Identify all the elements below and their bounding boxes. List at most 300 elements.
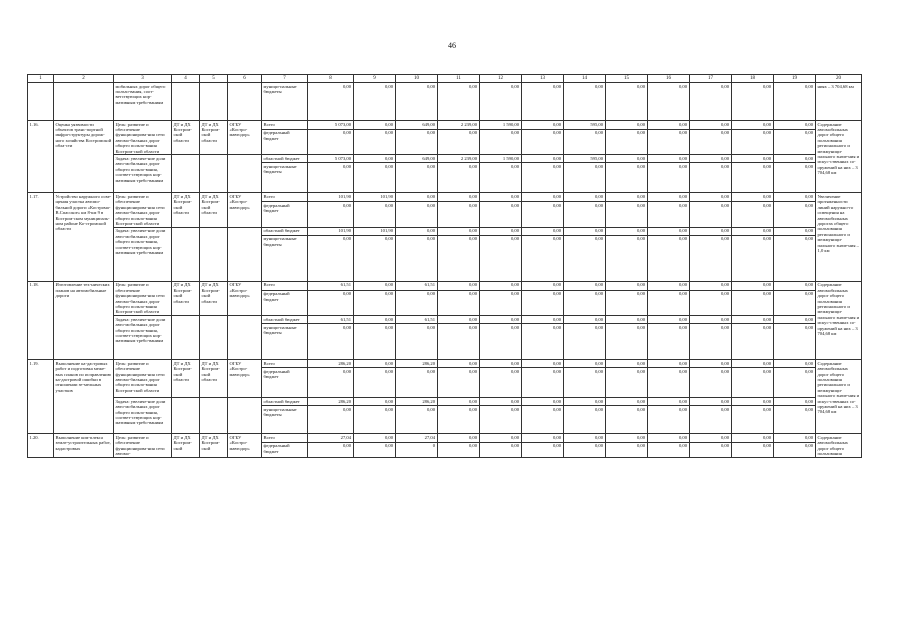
- column-header: 5: [200, 75, 228, 83]
- amount-cell: 0,00: [606, 442, 648, 457]
- amount-cell: 649,00: [396, 155, 438, 163]
- continuation-row: [28, 83, 862, 121]
- program-item-row: [28, 121, 862, 130]
- column-header: 14: [564, 75, 606, 83]
- amount-cell: 0,00: [690, 406, 732, 434]
- funding-source-cell: областной бюджет: [262, 227, 308, 235]
- goal-cell: Цель: развитие и обеспечение функционирова-ния сети автомо-бильных дорог общего пользо-вания Костром-ской области: [114, 360, 172, 398]
- column-header: 18: [732, 75, 774, 83]
- amount-cell: 0,00: [522, 193, 564, 202]
- amount-cell: 0,00: [690, 121, 732, 130]
- executor-cell: ДТ и ДХ Костром-ской области: [172, 193, 200, 227]
- amount-cell: 0,00: [690, 202, 732, 228]
- program-table: [27, 74, 862, 458]
- amount-cell: 0,00: [774, 281, 816, 290]
- task-cell: Задача: увеличе-ние доли авто-мобильных дорог общего пользо-вания, соответ-ствующих нор-мативным требо-ваниям: [114, 316, 172, 360]
- amount-cell: 0,00: [438, 406, 480, 434]
- amount-cell: 0,00: [564, 193, 606, 202]
- amount-cell: 0,00: [732, 360, 774, 368]
- task-cell: Задача: увеличе-ние доли авто-мобильных дорог общего пользо-вания, соответ-ствующих нор-мативным требо-ваниям: [114, 155, 172, 193]
- amount-cell: 0,00: [690, 193, 732, 202]
- column-header: 13: [522, 75, 564, 83]
- funding-source-cell: федеральный бюджет: [262, 129, 308, 155]
- funding-source-cell: Всего: [262, 121, 308, 130]
- amount-cell: 0,00: [522, 129, 564, 155]
- executor-cell: ДТ и ДХ Костром-ской области: [200, 360, 228, 398]
- amount-cell: 0,00: [606, 129, 648, 155]
- amount-cell: 0,00: [354, 129, 396, 155]
- amount-cell: 0,00: [522, 368, 564, 398]
- amount-cell: 5 073,00: [308, 121, 354, 130]
- amount-cell: 0,00: [354, 290, 396, 316]
- executor-cell: [200, 398, 228, 434]
- funding-source-cell: областной бюджет: [262, 316, 308, 324]
- amount-cell: 0,00: [354, 235, 396, 281]
- goal-cell: Цель: развитие и обеспечение функционирова-ния сети автомо-бильных дорог общего пользо-вания Костром-ской области: [114, 281, 172, 315]
- amount-cell: 0,00: [606, 155, 648, 163]
- amount-cell: 0,00: [480, 227, 522, 235]
- funding-source-cell: муници-пальные бюджеты: [262, 406, 308, 434]
- funding-source-cell: Всего: [262, 281, 308, 290]
- amount-cell: 0,00: [690, 290, 732, 316]
- amount-cell: 0,00: [522, 281, 564, 290]
- amount-cell: 0,00: [774, 202, 816, 228]
- amount-cell: 0,00: [648, 163, 690, 193]
- column-header: 6: [228, 75, 262, 83]
- amount-cell: 0,00: [690, 368, 732, 398]
- amount-cell: 0,00: [774, 129, 816, 155]
- goal-cell: Цель: развитие и обеспечение функционирова-ния сети автомо-: [114, 434, 172, 458]
- funding-source-cell: муници-пальные бюджеты: [262, 163, 308, 193]
- amount-cell: 0,00: [438, 398, 480, 406]
- amount-cell: 0,00: [438, 129, 480, 155]
- amount-cell: 0,00: [308, 442, 354, 457]
- amount-cell: 0,00: [648, 155, 690, 163]
- item-number-cell: 1.17.: [28, 193, 54, 281]
- amount-cell: 0,00: [564, 202, 606, 228]
- amount-cell: 0,00: [732, 193, 774, 202]
- amount-cell: 0,00: [522, 163, 564, 193]
- page-number: 46: [448, 41, 456, 50]
- amount-cell: 0,00: [564, 368, 606, 398]
- column-header: 12: [480, 75, 522, 83]
- item-number-cell: 1.16.: [28, 121, 54, 193]
- amount-cell: 0,00: [774, 398, 816, 406]
- amount-cell: 0,00: [480, 360, 522, 368]
- amount-cell: 286,20: [308, 360, 354, 368]
- amount-cell: 1 590,00: [480, 121, 522, 130]
- amount-cell: 0,00: [606, 360, 648, 368]
- column-header: 17: [690, 75, 732, 83]
- amount-cell: 0,00: [480, 398, 522, 406]
- amount-cell: 0,00: [354, 202, 396, 228]
- amount-cell: 0,00: [732, 163, 774, 193]
- amount-cell: 0,00: [308, 235, 354, 281]
- amount-cell: 286,20: [396, 360, 438, 368]
- amount-cell: 0,00: [774, 290, 816, 316]
- amount-cell: 0,00: [564, 235, 606, 281]
- amount-cell: 0,00: [396, 235, 438, 281]
- item-name-cell: [54, 83, 114, 121]
- amount-cell: 0,00: [396, 193, 438, 202]
- amount-cell: 0,00: [606, 202, 648, 228]
- funding-source-cell: областной бюджет: [262, 155, 308, 163]
- executor-cell: [172, 83, 200, 121]
- column-header: 3: [114, 75, 172, 83]
- amount-cell: 286,20: [308, 398, 354, 406]
- executor-cell: ДТ и ДХ Костром-ской области: [172, 360, 200, 398]
- column-header: 2: [54, 75, 114, 83]
- amount-cell: 0,00: [690, 316, 732, 324]
- executor-cell: ДТ и ДХ Костром-ской: [200, 434, 228, 458]
- task-cell: Задача: увеличе-ние доли авто-мобильных дорог общего пользо-вания, соответ-ствующих нор-мативным требо-ваниям: [114, 227, 172, 281]
- amount-cell: 0,00: [438, 434, 480, 443]
- amount-cell: 61,51: [396, 281, 438, 290]
- amount-cell: 0,00: [606, 121, 648, 130]
- amount-cell: 0,00: [648, 281, 690, 290]
- goal-cell: Цель: развитие и обеспечение функционирова-ния сети автомо-бильных дорог общего пользо-вания Костром-ской области: [114, 121, 172, 155]
- executor-cell: [228, 155, 262, 193]
- amount-cell: 0,00: [480, 83, 522, 121]
- amount-cell: 0,00: [774, 324, 816, 360]
- funding-row: [28, 227, 862, 235]
- amount-cell: 0,00: [438, 290, 480, 316]
- amount-cell: 0,00: [564, 316, 606, 324]
- amount-cell: 0,00: [354, 360, 396, 368]
- amount-cell: 0,00: [690, 281, 732, 290]
- result-cell: Содержание автомобильных дорог общего пользования: [816, 434, 862, 458]
- amount-cell: 0,00: [522, 324, 564, 360]
- amount-cell: 101,90: [354, 227, 396, 235]
- amount-cell: 0,00: [308, 129, 354, 155]
- amount-cell: 0,00: [774, 227, 816, 235]
- amount-cell: 0,00: [690, 360, 732, 368]
- executor-cell: [200, 316, 228, 360]
- amount-cell: 0,00: [648, 235, 690, 281]
- amount-cell: 0,00: [396, 202, 438, 228]
- amount-cell: 0,00: [690, 442, 732, 457]
- amount-cell: 0,00: [396, 324, 438, 360]
- funding-row: [28, 155, 862, 163]
- amount-cell: 0,00: [606, 368, 648, 398]
- executor-cell: [172, 155, 200, 193]
- amount-cell: 0,00: [480, 193, 522, 202]
- amount-cell: 61,51: [308, 316, 354, 324]
- amount-cell: 2 239,00: [438, 155, 480, 163]
- amount-cell: 0,00: [690, 129, 732, 155]
- executor-cell: ОГБУ «Костро-мавтодор»: [228, 193, 262, 227]
- program-item-row: [28, 193, 862, 202]
- amount-cell: 0,00: [774, 163, 816, 193]
- amount-cell: 0,00: [522, 316, 564, 324]
- executor-cell: [172, 316, 200, 360]
- amount-cell: 0,00: [606, 227, 648, 235]
- amount-cell: 0,00: [690, 398, 732, 406]
- funding-source-cell: областной бюджет: [262, 398, 308, 406]
- amount-cell: 0,00: [438, 202, 480, 228]
- amount-cell: 0,00: [480, 129, 522, 155]
- item-number-cell: 1.19.: [28, 360, 54, 434]
- amount-cell: 0,00: [732, 83, 774, 121]
- amount-cell: 0,00: [438, 324, 480, 360]
- amount-cell: 0,00: [732, 290, 774, 316]
- amount-cell: 0,00: [648, 193, 690, 202]
- result-cell: Содержание автомобильных дорог общего пользования регионального и межмуници-пального значе-ния и искус-ственных со-оружений на них – 3 704,68 км: [816, 281, 862, 359]
- amount-cell: 0,00: [522, 155, 564, 163]
- executor-cell: ДТ и ДХ Костром-ской области: [200, 281, 228, 315]
- amount-cell: 0,00: [564, 406, 606, 434]
- amount-cell: 0,00: [690, 434, 732, 443]
- executor-cell: ДТ и ДХ Костром-ской области: [172, 281, 200, 315]
- amount-cell: 0,00: [480, 316, 522, 324]
- amount-cell: 0,00: [732, 434, 774, 443]
- amount-cell: 0,00: [480, 235, 522, 281]
- amount-cell: 61,51: [308, 281, 354, 290]
- amount-cell: 0,00: [522, 235, 564, 281]
- amount-cell: 0,00: [606, 281, 648, 290]
- executor-cell: ДТ и ДХ Костром-ской области: [172, 121, 200, 155]
- amount-cell: 0,00: [774, 442, 816, 457]
- amount-cell: 101,90: [354, 193, 396, 202]
- funding-row: [28, 316, 862, 324]
- item-name-cell: Оценка уязвимости объектов транс-портной инфра-структуры дорож-ного хозяйства Костромской обла-сти: [54, 121, 114, 193]
- amount-cell: 0,00: [606, 316, 648, 324]
- amount-cell: 0,00: [480, 324, 522, 360]
- amount-cell: 0,00: [690, 83, 732, 121]
- amount-cell: 0,00: [308, 406, 354, 434]
- amount-cell: 0,00: [648, 398, 690, 406]
- amount-cell: 0,00: [438, 316, 480, 324]
- amount-cell: 0,00: [438, 193, 480, 202]
- amount-cell: 0,00: [438, 235, 480, 281]
- funding-source-cell: Всего: [262, 360, 308, 368]
- amount-cell: 0,00: [522, 434, 564, 443]
- amount-cell: 0,00: [354, 434, 396, 443]
- amount-cell: 1 590,00: [480, 155, 522, 163]
- amount-cell: 0,00: [564, 360, 606, 368]
- amount-cell: 0,00: [396, 368, 438, 398]
- amount-cell: 0,00: [522, 121, 564, 130]
- amount-cell: 2 239,00: [438, 121, 480, 130]
- amount-cell: 0,00: [774, 193, 816, 202]
- executor-cell: [200, 155, 228, 193]
- amount-cell: 0,00: [732, 235, 774, 281]
- amount-cell: 0,00: [732, 368, 774, 398]
- column-number-row: [28, 75, 862, 83]
- amount-cell: 0,00: [690, 324, 732, 360]
- amount-cell: 0,00: [606, 290, 648, 316]
- amount-cell: 0,00: [690, 163, 732, 193]
- amount-cell: 0,00: [396, 406, 438, 434]
- executor-cell: [200, 227, 228, 281]
- amount-cell: 0: [396, 442, 438, 457]
- amount-cell: 0,00: [396, 290, 438, 316]
- amount-cell: 0,00: [564, 129, 606, 155]
- funding-source-cell: федеральный бюджет: [262, 442, 308, 457]
- amount-cell: 0,00: [354, 155, 396, 163]
- amount-cell: 0,00: [308, 163, 354, 193]
- goal-cell: Цель: развитие и обеспечение функционирова-ния сети автомо-бильных дорог общего пользо-вания Костром-ской области: [114, 193, 172, 227]
- amount-cell: 0,00: [438, 83, 480, 121]
- result-cell: Содержание автомобильных дорог общего пользования регионального и межмуници-пального значе-ния и искус-ственных со-оружений на них – 3 704,68 км: [816, 360, 862, 434]
- amount-cell: 5 073,00: [308, 155, 354, 163]
- result-cell: Увеличение протяженности линий наружно-го освещения на автомобильных дорогах общего пользования регионального и межмуници-пального значе-ния – 1,0 км: [816, 193, 862, 281]
- amount-cell: 0,00: [438, 360, 480, 368]
- amount-cell: 0,00: [648, 83, 690, 121]
- funding-source-cell: муници-пальные бюджеты: [262, 83, 308, 121]
- amount-cell: 0,00: [774, 121, 816, 130]
- amount-cell: 0,00: [354, 406, 396, 434]
- executor-cell: [228, 83, 262, 121]
- amount-cell: 27,04: [308, 434, 354, 443]
- amount-cell: 0,00: [732, 406, 774, 434]
- funding-source-cell: Всего: [262, 193, 308, 202]
- amount-cell: 0,00: [354, 163, 396, 193]
- amount-cell: 0,00: [648, 368, 690, 398]
- item-number-cell: 1.18.: [28, 281, 54, 359]
- column-header: 7: [262, 75, 308, 83]
- amount-cell: 0,00: [606, 193, 648, 202]
- amount-cell: 0,00: [354, 316, 396, 324]
- amount-cell: 0,00: [732, 316, 774, 324]
- task-cell: Задача: увеличе-ние доли авто-мобильных дорог общего пользо-вания, соответ-ствующих нор-мативным требо-ваниям: [114, 398, 172, 434]
- column-header: 19: [774, 75, 816, 83]
- amount-cell: 0,00: [354, 83, 396, 121]
- amount-cell: 0,00: [564, 398, 606, 406]
- amount-cell: 0,00: [308, 202, 354, 228]
- amount-cell: 0,00: [354, 281, 396, 290]
- funding-row: [28, 398, 862, 406]
- amount-cell: 0,00: [732, 398, 774, 406]
- amount-cell: 0,00: [522, 202, 564, 228]
- amount-cell: 0,00: [522, 227, 564, 235]
- amount-cell: 0,00: [774, 316, 816, 324]
- amount-cell: 0,00: [606, 398, 648, 406]
- amount-cell: 0,00: [396, 129, 438, 155]
- program-item-row: [28, 281, 862, 290]
- amount-cell: 0,00: [564, 163, 606, 193]
- column-header: 20: [816, 75, 862, 83]
- funding-source-cell: федеральный бюджет: [262, 290, 308, 316]
- funding-source-cell: федеральный бюджет: [262, 368, 308, 398]
- amount-cell: 0,00: [648, 316, 690, 324]
- amount-cell: 0,00: [522, 290, 564, 316]
- amount-cell: 0,00: [396, 227, 438, 235]
- executor-cell: [200, 83, 228, 121]
- executor-cell: ОГБУ «Костро-мавтодор»: [228, 281, 262, 315]
- amount-cell: 0,00: [438, 281, 480, 290]
- amount-cell: 101,90: [308, 227, 354, 235]
- amount-cell: 0,00: [732, 442, 774, 457]
- amount-cell: 0,00: [732, 324, 774, 360]
- column-header: 4: [172, 75, 200, 83]
- executor-cell: ДТ и ДХ Костром-ской: [172, 434, 200, 458]
- result-cell: ниях – 3 704,68 км: [816, 83, 862, 121]
- item-name-cell: Устройство наружного осве-щения участка автомо-бильной дороги «Кострома-В.Спасское» км 8-км 9 в Костром-ском муниципаль-ном районе Ко-стромской области: [54, 193, 114, 281]
- amount-cell: 0,00: [732, 129, 774, 155]
- column-header: 11: [438, 75, 480, 83]
- amount-cell: 0,00: [606, 83, 648, 121]
- amount-cell: 0,00: [648, 442, 690, 457]
- amount-cell: 0,00: [774, 406, 816, 434]
- executor-cell: [228, 227, 262, 281]
- amount-cell: 0,00: [606, 434, 648, 443]
- amount-cell: 0,00: [774, 83, 816, 121]
- amount-cell: 0,00: [480, 406, 522, 434]
- amount-cell: 0,00: [774, 235, 816, 281]
- amount-cell: 0,00: [308, 83, 354, 121]
- program-item-row: [28, 434, 862, 443]
- column-header: 9: [354, 75, 396, 83]
- executor-cell: ДТ и ДХ Костром-ской области: [200, 193, 228, 227]
- amount-cell: 0,00: [480, 163, 522, 193]
- amount-cell: 0,00: [354, 442, 396, 457]
- amount-cell: 0,00: [522, 442, 564, 457]
- amount-cell: 0,00: [648, 360, 690, 368]
- executor-cell: [172, 227, 200, 281]
- executor-cell: [228, 316, 262, 360]
- amount-cell: 0,00: [396, 83, 438, 121]
- amount-cell: 0,00: [564, 227, 606, 235]
- item-number-cell: 1.20.: [28, 434, 54, 458]
- goal-cell: мобильных дорог общего пользо-вания, соот-ветствующих нор-мативным требо-ваниям: [114, 83, 172, 121]
- item-name-cell: Выполнение ком-плекса земле-устроительных работ, кадастровых: [54, 434, 114, 458]
- amount-cell: 0,00: [522, 83, 564, 121]
- funding-source-cell: муници-пальные бюджеты: [262, 235, 308, 281]
- amount-cell: 0,00: [564, 83, 606, 121]
- amount-cell: 0,00: [774, 368, 816, 398]
- amount-cell: 0,00: [564, 324, 606, 360]
- amount-cell: 61,51: [396, 316, 438, 324]
- amount-cell: 0,00: [438, 163, 480, 193]
- amount-cell: 0,00: [438, 442, 480, 457]
- amount-cell: 595,00: [564, 121, 606, 130]
- column-header: 1: [28, 75, 54, 83]
- amount-cell: 101,90: [308, 193, 354, 202]
- amount-cell: 0,00: [606, 324, 648, 360]
- program-table-sheet: [27, 74, 860, 458]
- amount-cell: 0,00: [774, 155, 816, 163]
- amount-cell: 0,00: [308, 290, 354, 316]
- column-header: 8: [308, 75, 354, 83]
- amount-cell: 0,00: [438, 368, 480, 398]
- amount-cell: 0,00: [606, 406, 648, 434]
- amount-cell: 0,00: [480, 281, 522, 290]
- amount-cell: 0,00: [564, 442, 606, 457]
- amount-cell: 0,00: [308, 324, 354, 360]
- amount-cell: 649,00: [396, 121, 438, 130]
- amount-cell: 0,00: [522, 406, 564, 434]
- column-header: 15: [606, 75, 648, 83]
- amount-cell: 0,00: [480, 442, 522, 457]
- amount-cell: 0,00: [648, 434, 690, 443]
- amount-cell: 0,00: [648, 324, 690, 360]
- amount-cell: 595,00: [564, 155, 606, 163]
- amount-cell: 0,00: [480, 434, 522, 443]
- column-header: 16: [648, 75, 690, 83]
- column-header: 10: [396, 75, 438, 83]
- amount-cell: 0,00: [308, 368, 354, 398]
- amount-cell: 0,00: [564, 434, 606, 443]
- amount-cell: 0,00: [648, 121, 690, 130]
- amount-cell: 0,00: [396, 163, 438, 193]
- amount-cell: 0,00: [690, 227, 732, 235]
- funding-source-cell: Всего: [262, 434, 308, 443]
- executor-cell: ОГБУ «Костро-мавтодор»: [228, 121, 262, 155]
- amount-cell: 0,00: [480, 290, 522, 316]
- amount-cell: 0,00: [648, 290, 690, 316]
- amount-cell: 0,00: [648, 227, 690, 235]
